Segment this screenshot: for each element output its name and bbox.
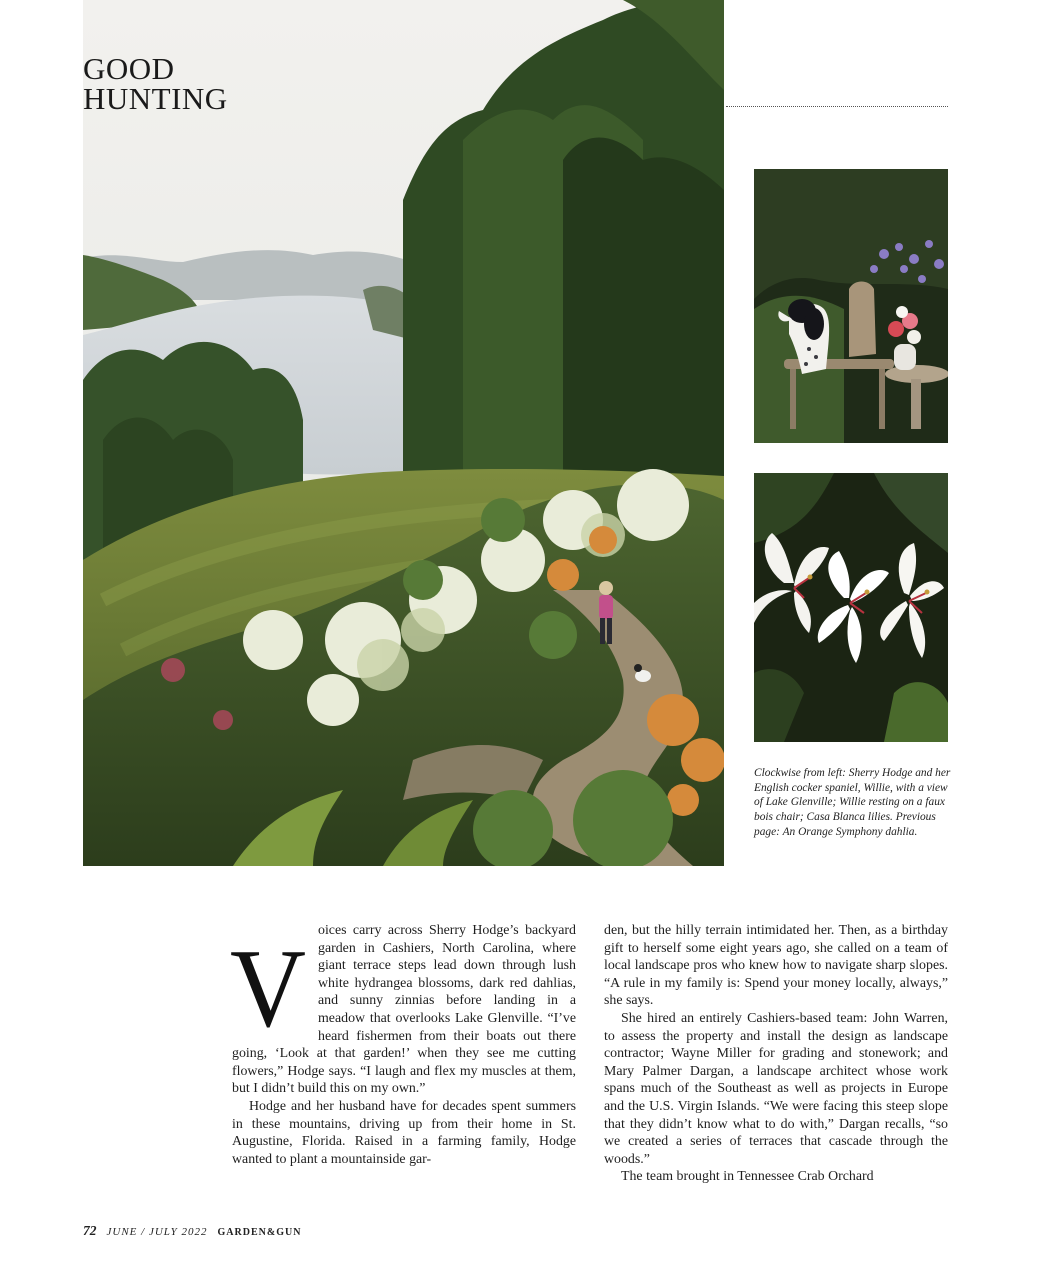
article-paragraph-3: den, but the hilly terrain intimidated her. Then, as a birthday gift to herself some eight years ago, she called on a team of local landscape pros who knew how to navigate sharp slopes. “A rule in my family is: Spend your money locally, always,” she says. — [604, 923, 948, 1009]
magazine-name: GARDEN&GUN — [217, 1227, 302, 1238]
photo-caption: Clockwise from left: Sherry Hodge and her English cocker spaniel, Willie, with a view of Lake Glenville; Willie resting on a faux bois chair; Casa Blanca lilies. Previous page: An Orange Symphony dahlia. — [754, 767, 951, 838]
article-paragraph-2: Hodge and her husband have for decades spent summers in these mountains, driving up from their home in St. Augustine, Florida. Raised in a farming family, Hodge wanted to plant a mountainside gar- — [232, 1098, 576, 1167]
dog-on-chair-photo — [754, 169, 948, 443]
thumbnail-dog-photo — [754, 169, 948, 443]
section-title-line-1: GOOD — [83, 51, 175, 86]
section-title — [83, 51, 228, 116]
article-paragraph-1: oices carry across Sherry Hodge’s backyard garden in Cashiers, North Carolina, where giant terrace steps lead down through lush white hydrangea blossoms, dark red dahlias, and sunny zinnias before landing in a meadow that overlooks Lake Glenville. “I’ve heard fishermen from their boats out there going, ‘Look at that garden!’ when they see me cutting flowers,” Hodge says. “I laugh and flex my muscles at them, but I didn’t build this on my own.” — [232, 923, 576, 1097]
article-column-right — [604, 922, 948, 1186]
page-footer — [83, 1223, 301, 1239]
article-paragraph-4: She hired an entirely Cashiers-based team: John Warren, to assess the property and install the design as landscape contractor; Wayne Miller for grading and stonework; and Mary Palmer Dargan, a landscape architect whose work spans much of the Southeast as well as projects in Europe and the U.S. Virgin Islands. “We were facing this steep slope that they didn’t know what to do with,” Dargan recalls, “so we created a series of terraces that cascade through the woods.” — [604, 1010, 948, 1167]
article-column-left — [232, 922, 576, 1168]
dotted-divider — [726, 106, 948, 107]
article-paragraph-5: The team brought in Tennessee Crab Orchard — [621, 1169, 874, 1185]
lake-garden-photo — [83, 0, 724, 866]
section-title-line-2: HUNTING — [83, 81, 228, 116]
thumbnail-lily-photo — [754, 473, 948, 742]
drop-cap — [230, 924, 316, 1031]
white-lilies-photo — [754, 473, 948, 742]
issue-date: JUNE / JULY 2022 — [106, 1226, 208, 1238]
drop-cap-letter: V — [230, 927, 306, 1031]
hero-photo — [83, 0, 724, 866]
page-number: 72 — [83, 1223, 97, 1238]
